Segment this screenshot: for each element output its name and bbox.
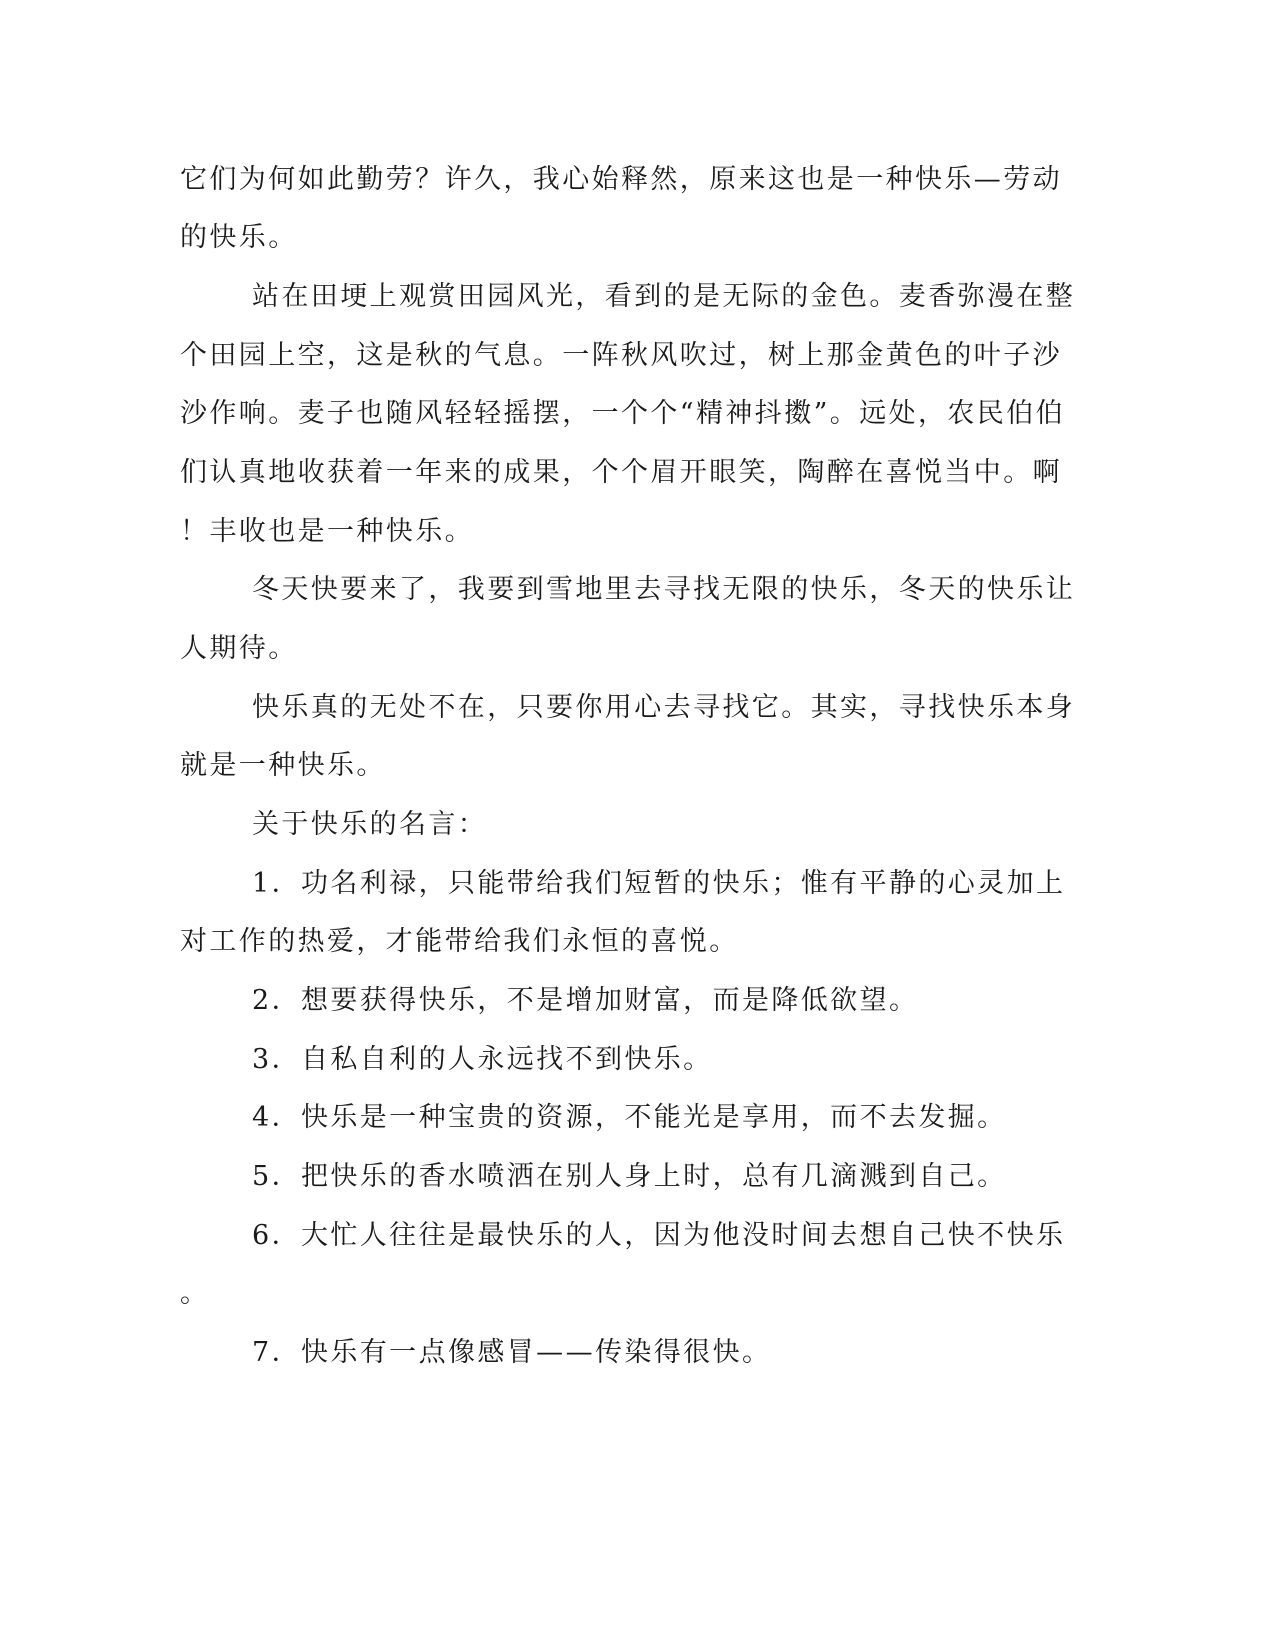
text-line: 个田园上空，这是秋的气息。一阵秋风吹过，树上那金黄色的叶子沙 xyxy=(180,340,1062,371)
text-line: ！丰收也是一种快乐。 xyxy=(180,516,474,547)
text-line: 冬天快要来了，我要到雪地里去寻找无限的快乐，冬天的快乐让 xyxy=(252,574,1076,605)
text-line: 7．快乐有一点像感冒——传染得很快。 xyxy=(252,1337,772,1368)
text-line: 5．把快乐的香水喷洒在别人身上时，总有几滴溅到自己。 xyxy=(252,1161,1007,1192)
text-line: 2．想要获得快乐，不是增加财富，而是降低欲望。 xyxy=(252,985,919,1016)
text-line: 快乐真的无处不在，只要你用心去寻找它。其实，寻找快乐本身 xyxy=(252,692,1076,723)
text-line: 人期待。 xyxy=(180,633,298,664)
text-line: 3．自私自利的人永远找不到快乐。 xyxy=(252,1044,713,1075)
text-line: 1．功名利禄，只能带给我们短暂的快乐；惟有平静的心灵加上 xyxy=(252,868,1066,899)
text-line: 站在田埂上观赏田园风光，看到的是无际的金色。麦香弥漫在整 xyxy=(252,281,1076,312)
text-line: 就是一种快乐。 xyxy=(180,750,386,781)
text-line: 4．快乐是一种宝贵的资源，不能光是享用，而不去发掘。 xyxy=(252,1102,1007,1133)
text-line: 的快乐。 xyxy=(180,222,298,253)
text-line: 对工作的热爱，才能带给我们永恒的喜悦。 xyxy=(180,926,739,957)
text-line: 关于快乐的名言： xyxy=(252,809,488,840)
text-line: 。 xyxy=(180,1278,210,1309)
text-line: 沙作响。麦子也随风轻轻摇摆，一个个“精神抖擞”。远处，农民伯伯 xyxy=(180,398,1066,429)
text-line: 6．大忙人往往是最快乐的人，因为他没时间去想自己快不快乐 xyxy=(252,1220,1066,1251)
text-line: 它们为何如此勤劳？许久，我心始释然，原来这也是一种快乐—劳动 xyxy=(180,164,1062,195)
text-line: 们认真地收获着一年来的成果，个个眉开眼笑，陶醉在喜悦当中。啊 xyxy=(180,457,1062,488)
